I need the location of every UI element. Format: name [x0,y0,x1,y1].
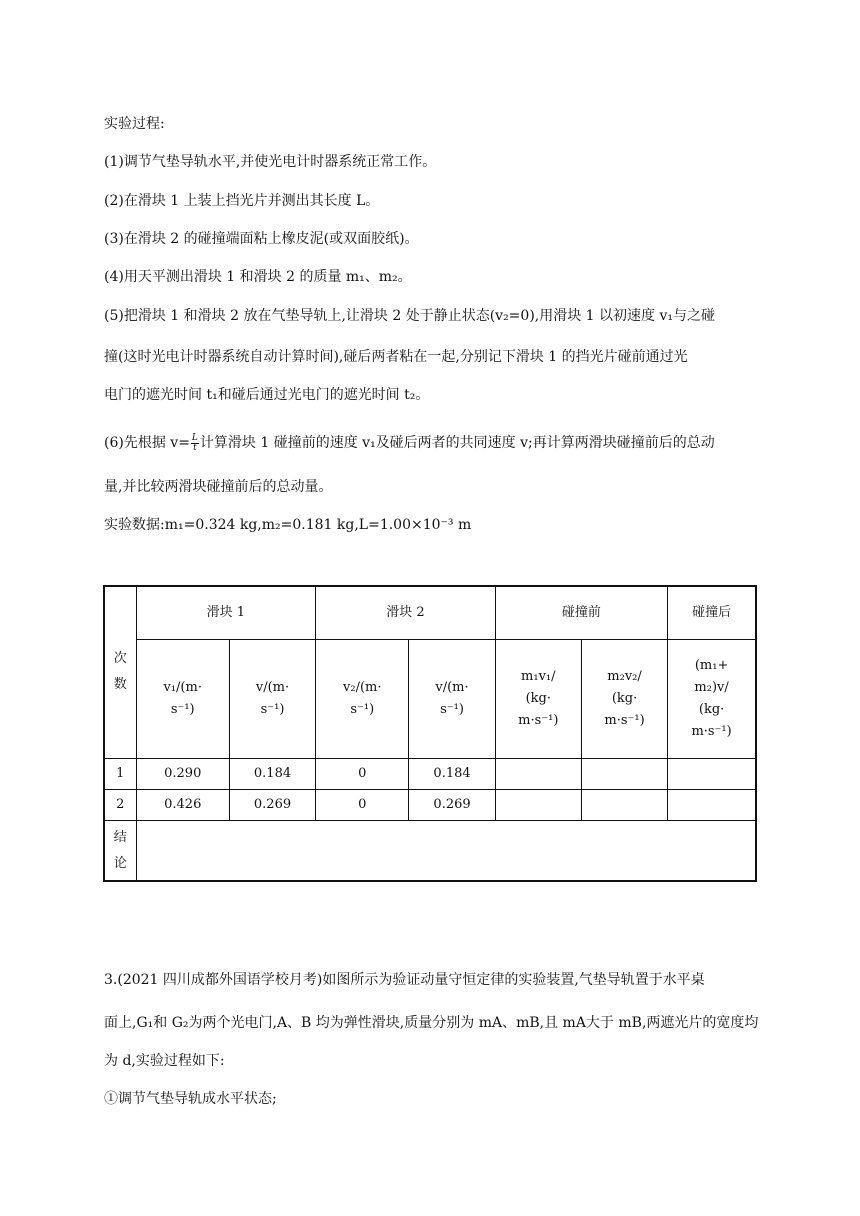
step-5-line-2: 撞(这时光电计时器系统自动计算时间),碰后两者粘在一起,分别记下滑块 1 的挡光片碰前通过光 [104,349,688,365]
header-v2-line-2: s⁻¹) [350,701,375,717]
header-total-momentum [668,639,756,758]
header-v1-line-1: v₁/(m· [163,679,202,695]
header-v-b-line-2: s⁻¹) [440,701,464,717]
header-total-line-4: m·s⁻¹) [691,723,732,739]
question-3-line-3: 为 d,实验过程如下: [104,1053,225,1069]
header-m1v1-line-2: (kg· [525,690,551,706]
cell-v-a: 0.269 [229,789,315,820]
cell-v1: 0.426 [136,789,229,820]
step-5-line-1: (5)把滑块 1 和滑块 2 放在气垫导轨上,让滑块 2 处于静止状态(v₂=0),用滑块 1 以初速度 v₁与之碰 [104,308,716,324]
experiment-data-line: 实验数据:m₁=0.324 kg,m₂=0.181 kg,L=1.00×10⁻³ m [104,517,472,533]
header-v1 [136,639,229,758]
header-v-slider-1 [229,639,315,758]
conclusion-cell [136,821,756,881]
table-row [104,789,756,820]
cell-v1: 0.290 [136,758,229,789]
header-index [104,586,136,758]
step-4: (4)用天平测出滑块 1 和滑块 2 的质量 m₁、m₂。 [104,269,412,285]
header-total-line-2: m₂)v/ [694,679,729,695]
conclusion-label [104,821,136,881]
header-v1-line-2: s⁻¹) [170,701,195,717]
cell-total [668,758,756,789]
cell-m1v1 [495,758,581,789]
header-v-a-line-1: v/(m· [255,679,290,695]
step-2: (2)在滑块 1 上装上挡光片并测出其长度 L。 [104,193,380,209]
procedure-heading: 实验过程: [104,116,165,132]
cell-m2v2 [581,758,667,789]
header-total-line-1: (m₁+ [694,657,729,673]
header-m2v2-line-1: m₂v₂/ [607,668,642,684]
step-1: (1)调节气垫导轨水平,并使光电计时器系统正常工作。 [104,154,437,170]
header-m1v1 [495,639,581,758]
conclusion-label-text: 结论 [113,829,127,871]
header-before-collision: 碰撞前 [495,586,668,639]
cell-total [668,789,756,820]
header-v-a-line-2: s⁻¹) [260,701,285,717]
cell-v2: 0 [316,789,409,820]
step-6-line-1 [104,433,715,453]
header-v-slider-2 [409,639,495,758]
header-slider-2: 滑块 2 [316,586,496,639]
question-3-line-2: 面上,G₁和 G₂为两个光电门,A、B 均为弹性滑块,质量分别为 mA、mB,且 mA大于 mB,两遮光片的宽度均 [104,1015,759,1031]
header-v-b-line-1: v/(m· [435,679,469,695]
question-3-line-1: 3.(2021 四川成都外国语学校月考)如图所示为验证动量守恒定律的实验装置,气垫导轨置于水平桌 [104,972,705,988]
header-m1v1-line-1: m₁v₁/ [521,668,556,684]
fraction-numerator: L [191,432,198,443]
header-slider-1: 滑块 1 [136,586,316,639]
header-m2v2 [581,639,667,758]
cell-m1v1 [495,789,581,820]
header-index-text: 次数 [113,651,127,693]
header-m1v1-line-3: m·s⁻¹) [518,712,559,728]
step-6-prefix: (6)先根据 v= [104,435,190,451]
header-after-collision: 碰撞后 [668,586,756,639]
cell-m2v2 [581,789,667,820]
data-table [103,585,757,882]
step-3: (3)在滑块 2 的碰撞端面粘上橡皮泥(或双面胶纸)。 [104,231,419,247]
question-3-line-4: ①调节气垫导轨成水平状态; [104,1091,277,1107]
fraction-denominator: t [193,442,197,453]
step-5-line-3: 电门的遮光时间 t₁和碰后通过光电门的遮光时间 t₂。 [104,387,430,403]
cell-index: 2 [104,789,136,820]
header-m2v2-line-2: (kg· [611,690,638,706]
cell-v-a: 0.184 [229,758,315,789]
step-6-suffix: 计算滑块 1 碰撞前的速度 v₁及碰后两者的共同速度 v;再计算两滑块碰撞前后的总动 [199,435,715,451]
table-row [104,758,756,789]
cell-v-b: 0.269 [409,789,495,820]
cell-index: 1 [104,758,136,789]
header-total-line-3: (kg· [698,701,725,717]
cell-v-b: 0.184 [409,758,495,789]
cell-v2: 0 [316,758,409,789]
step-6-line-2: 量,并比较两滑块碰撞前后的总动量。 [104,479,333,495]
header-v2 [316,639,409,758]
header-v2-line-1: v₂/(m· [343,679,382,695]
header-m2v2-line-3: m·s⁻¹) [604,712,645,728]
formula-fraction [191,434,199,453]
